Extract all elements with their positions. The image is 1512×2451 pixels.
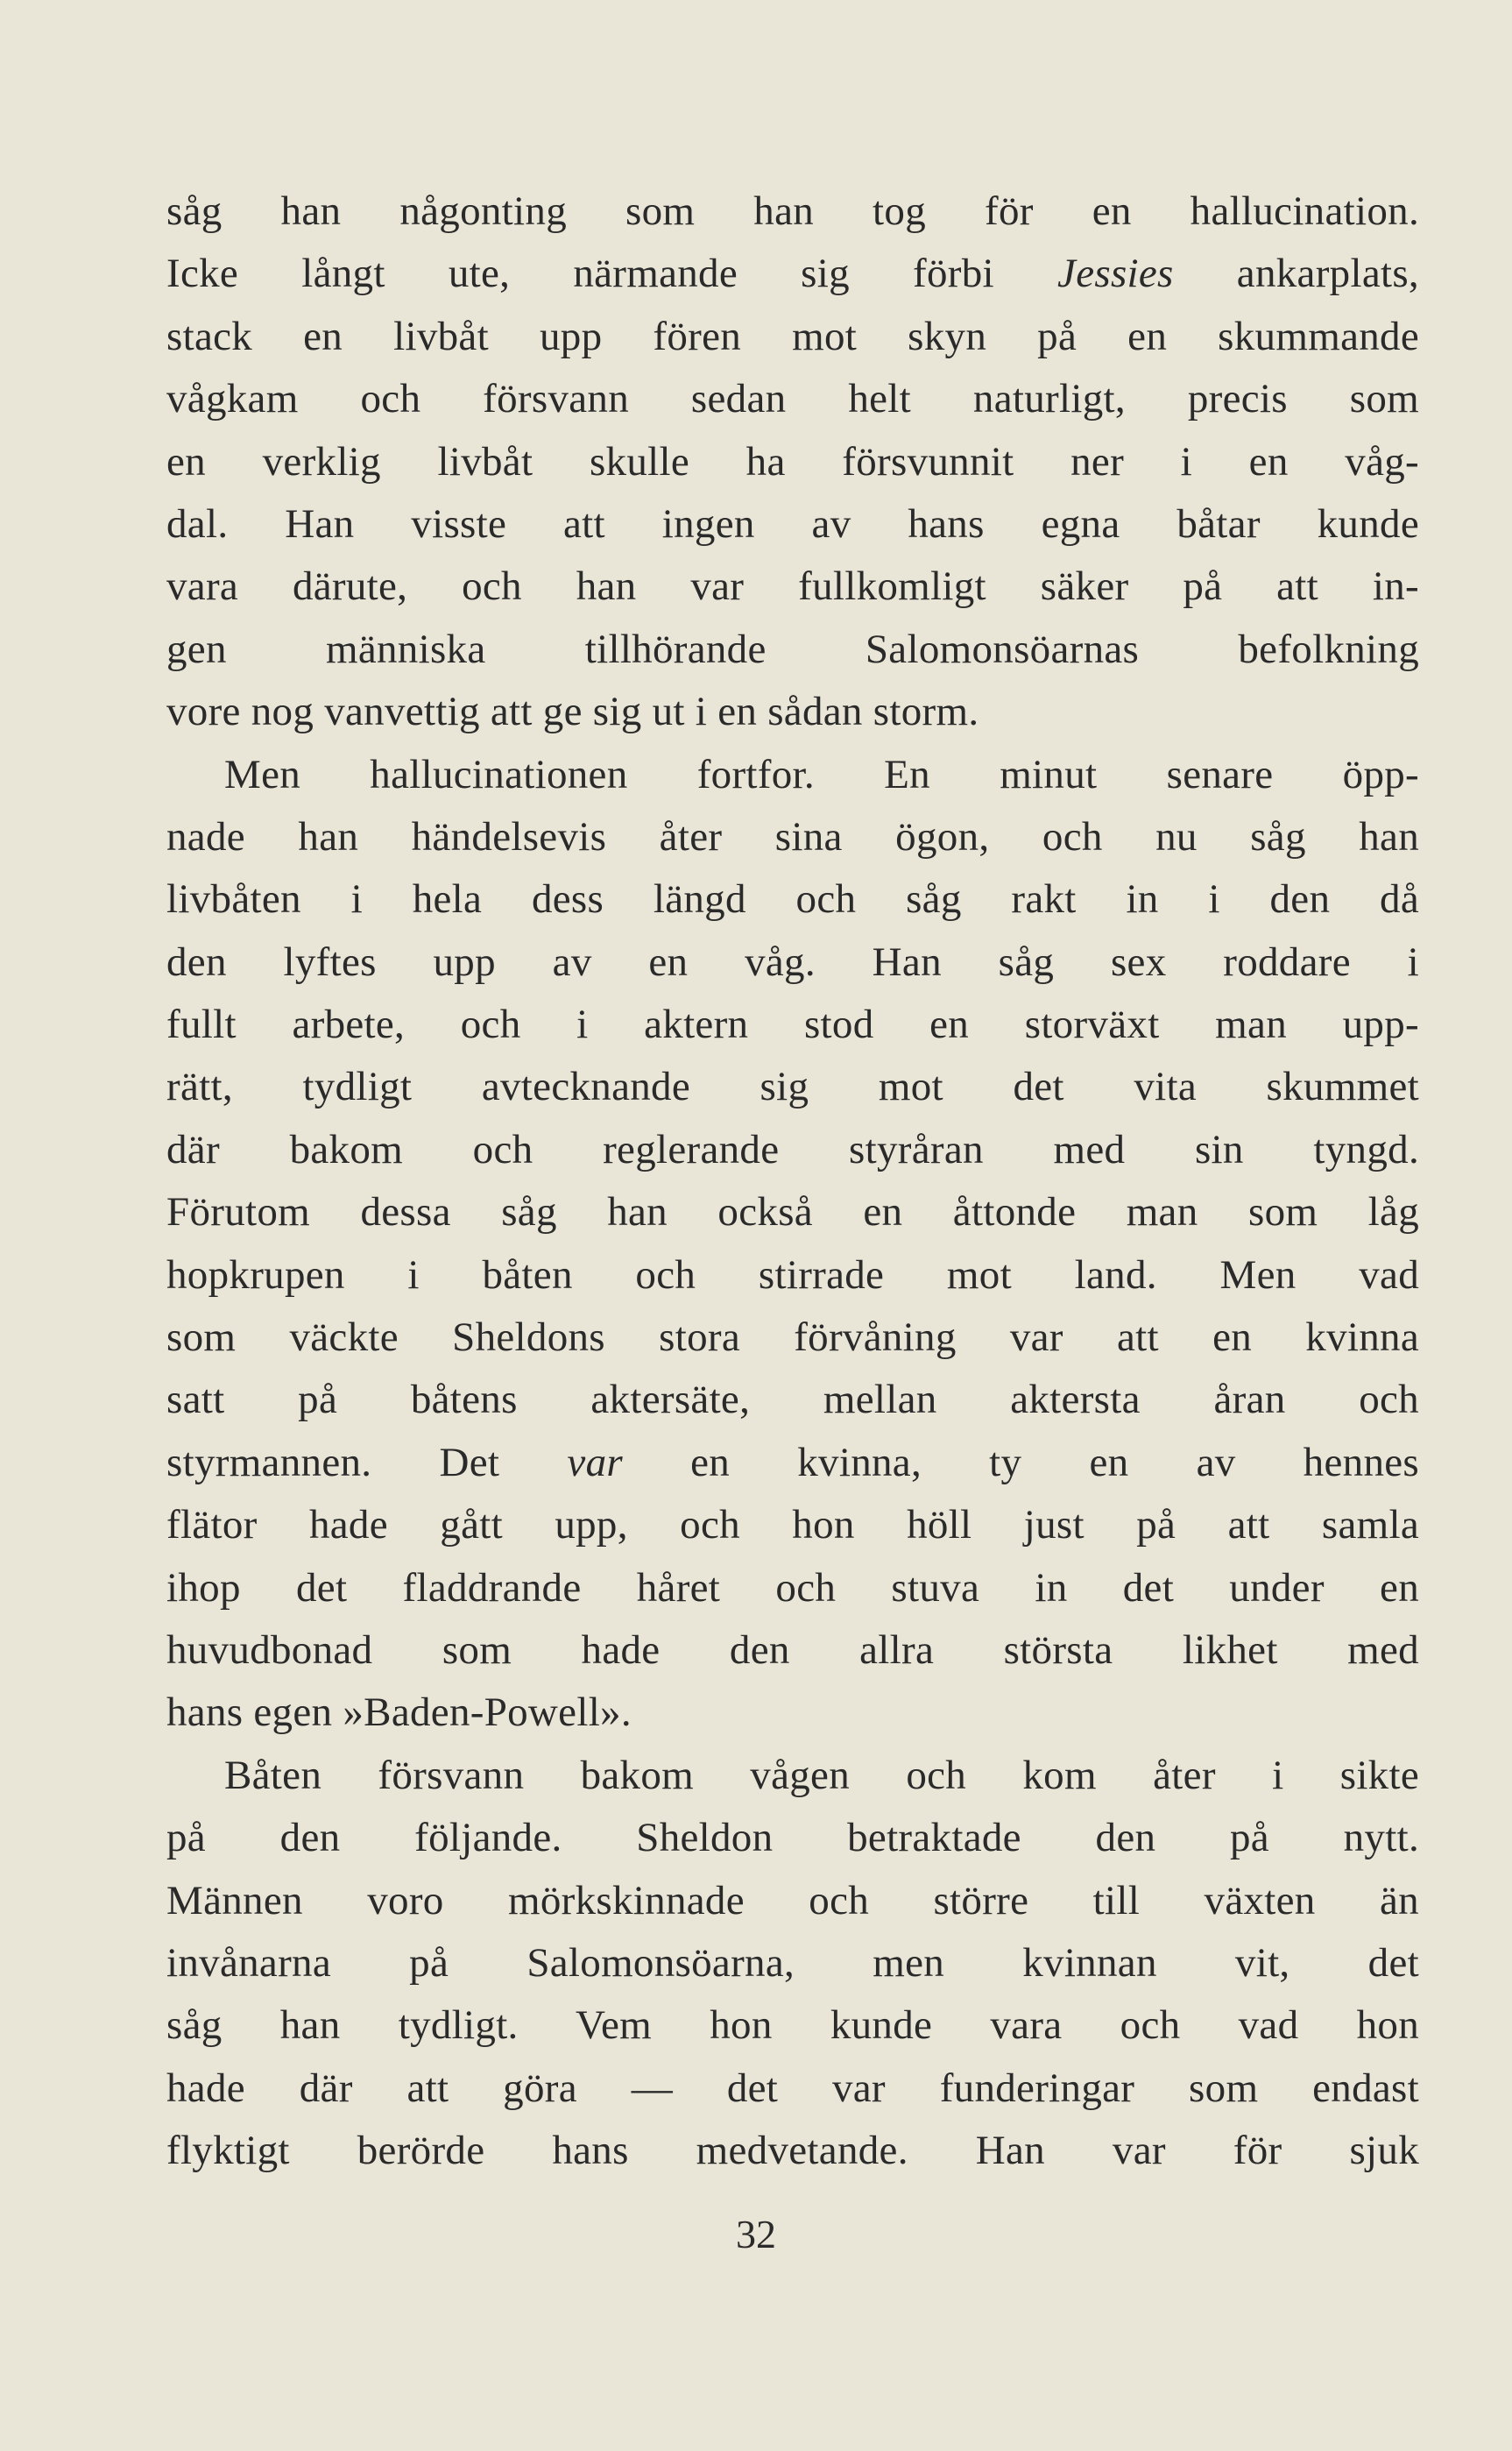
text-segment: invånarna på Salomonsöarna, men kvinnan vit, det — [166, 1939, 1419, 1986]
text-line — [166, 493, 1419, 556]
text-segment: Men hallucinationen fortfor. En minut senare öpp- — [224, 751, 1419, 797]
page-number: 32 — [736, 2212, 776, 2256]
text-segment: ihop det fladdrande håret och stuva in det under en — [166, 1564, 1419, 1611]
text-segment: gen människa tillhörande Salomonsöarnas befolkning — [166, 626, 1419, 672]
text-line — [166, 994, 1419, 1056]
text-segment: vågkam och försvann sedan helt naturligt, precis som — [166, 376, 1419, 422]
text-segment: stack en livbåt upp fören mot skyn på en skummande — [166, 313, 1419, 359]
text-segment: dal. Han visste att ingen av hans egna båtar kunde — [166, 500, 1419, 547]
text-segment: vore nog vanvettig att ge sig ut i en sådan storm. — [166, 689, 979, 735]
text-line — [166, 368, 1419, 430]
text-segment: hans egen »Baden-Powell». — [166, 1689, 632, 1736]
text-segment: rätt, tydligt avtecknande sig mot det vita skummet — [166, 1064, 1419, 1110]
text-segment: vara därute, och han var fullkomligt säker på att in- — [166, 563, 1419, 610]
text-line — [166, 2120, 1419, 2182]
text-line — [166, 1181, 1419, 1243]
text-segment: Förutom dessa såg han också en åttonde man som låg — [166, 1189, 1419, 1236]
text-line — [166, 1994, 1419, 2057]
text-line — [166, 1807, 1419, 1869]
text-line — [166, 306, 1419, 368]
text-segment: som väckte Sheldons stora förvåning var att en kvinna — [166, 1314, 1419, 1361]
text-segment: huvudbonad som hade den allra största likhet med — [166, 1626, 1419, 1673]
text-line — [166, 868, 1419, 931]
text-line — [166, 431, 1419, 493]
text-line — [166, 619, 1419, 681]
text-line — [166, 1557, 1419, 1619]
body-text — [166, 181, 1419, 2183]
text-line — [166, 1932, 1419, 1994]
text-segment: Männen voro mörkskinnade och större till växten än — [166, 1877, 1419, 1923]
text-segment: satt på båtens aktersäte, mellan aktersta åran och — [166, 1377, 1419, 1423]
text-segment: flyktigt berörde hans medvetande. Han var för sjuk — [166, 2128, 1419, 2174]
text-line — [166, 1119, 1419, 1181]
text-line — [166, 556, 1419, 618]
text-line — [166, 744, 1419, 806]
text-segment: hade där att göra — det var funderingar som endast — [166, 2065, 1419, 2111]
text-segment: en kvinna, ty en av hennes — [622, 1439, 1419, 1485]
text-line — [166, 1682, 1419, 1744]
text-line — [166, 1619, 1419, 1682]
text-segment: såg han tydligt. Vem hon kunde vara och vad hon — [166, 2002, 1419, 2049]
text-line — [166, 806, 1419, 868]
text-line — [166, 1244, 1419, 1307]
text-segment: styrmannen. Det — [166, 1439, 568, 1485]
text-segment: nade han händelsevis åter sina ögon, och nu såg han — [166, 813, 1419, 860]
text-line — [166, 1432, 1419, 1494]
text-segment: hopkrupen i båten och stirrade mot land. Men vad — [166, 1251, 1419, 1298]
text-segment: där bakom och reglerande styråran med sin tyngd. — [166, 1126, 1419, 1172]
text-segment: Båten försvann bakom vågen och kom åter i sikte — [224, 1752, 1419, 1798]
text-line — [166, 932, 1419, 994]
text-line — [166, 1745, 1419, 1807]
text-segment: ankarplats, — [1173, 251, 1419, 297]
text-line — [166, 1494, 1419, 1556]
text-line — [166, 1307, 1419, 1369]
text-segment: på den följande. Sheldon betraktade den på nytt. — [166, 1815, 1419, 1861]
text-segment: den lyftes upp av en våg. Han såg sex roddare i — [166, 939, 1419, 985]
text-segment: livbåten i hela dess längd och såg rakt in i den då — [166, 876, 1419, 923]
text-line — [166, 1369, 1419, 1431]
text-segment: en verklig livbåt skulle ha försvunnit ner i en våg- — [166, 438, 1419, 485]
emphasized-text: var — [567, 1439, 623, 1485]
text-line — [166, 243, 1419, 305]
text-segment: såg han någonting som han tog för en hallucination. — [166, 188, 1419, 234]
text-segment: Icke långt ute, närmande sig förbi — [166, 251, 1058, 297]
text-line — [166, 2058, 1419, 2120]
text-line — [166, 181, 1419, 243]
emphasized-text: Jessies — [1057, 251, 1174, 297]
text-line — [166, 1056, 1419, 1118]
text-segment: flätor hade gått upp, och hon höll just på att samla — [166, 1502, 1419, 1548]
text-line — [166, 681, 1419, 743]
text-line — [166, 1870, 1419, 1932]
text-segment: fullt arbete, och i aktern stod en storväxt man upp- — [166, 1002, 1419, 1048]
